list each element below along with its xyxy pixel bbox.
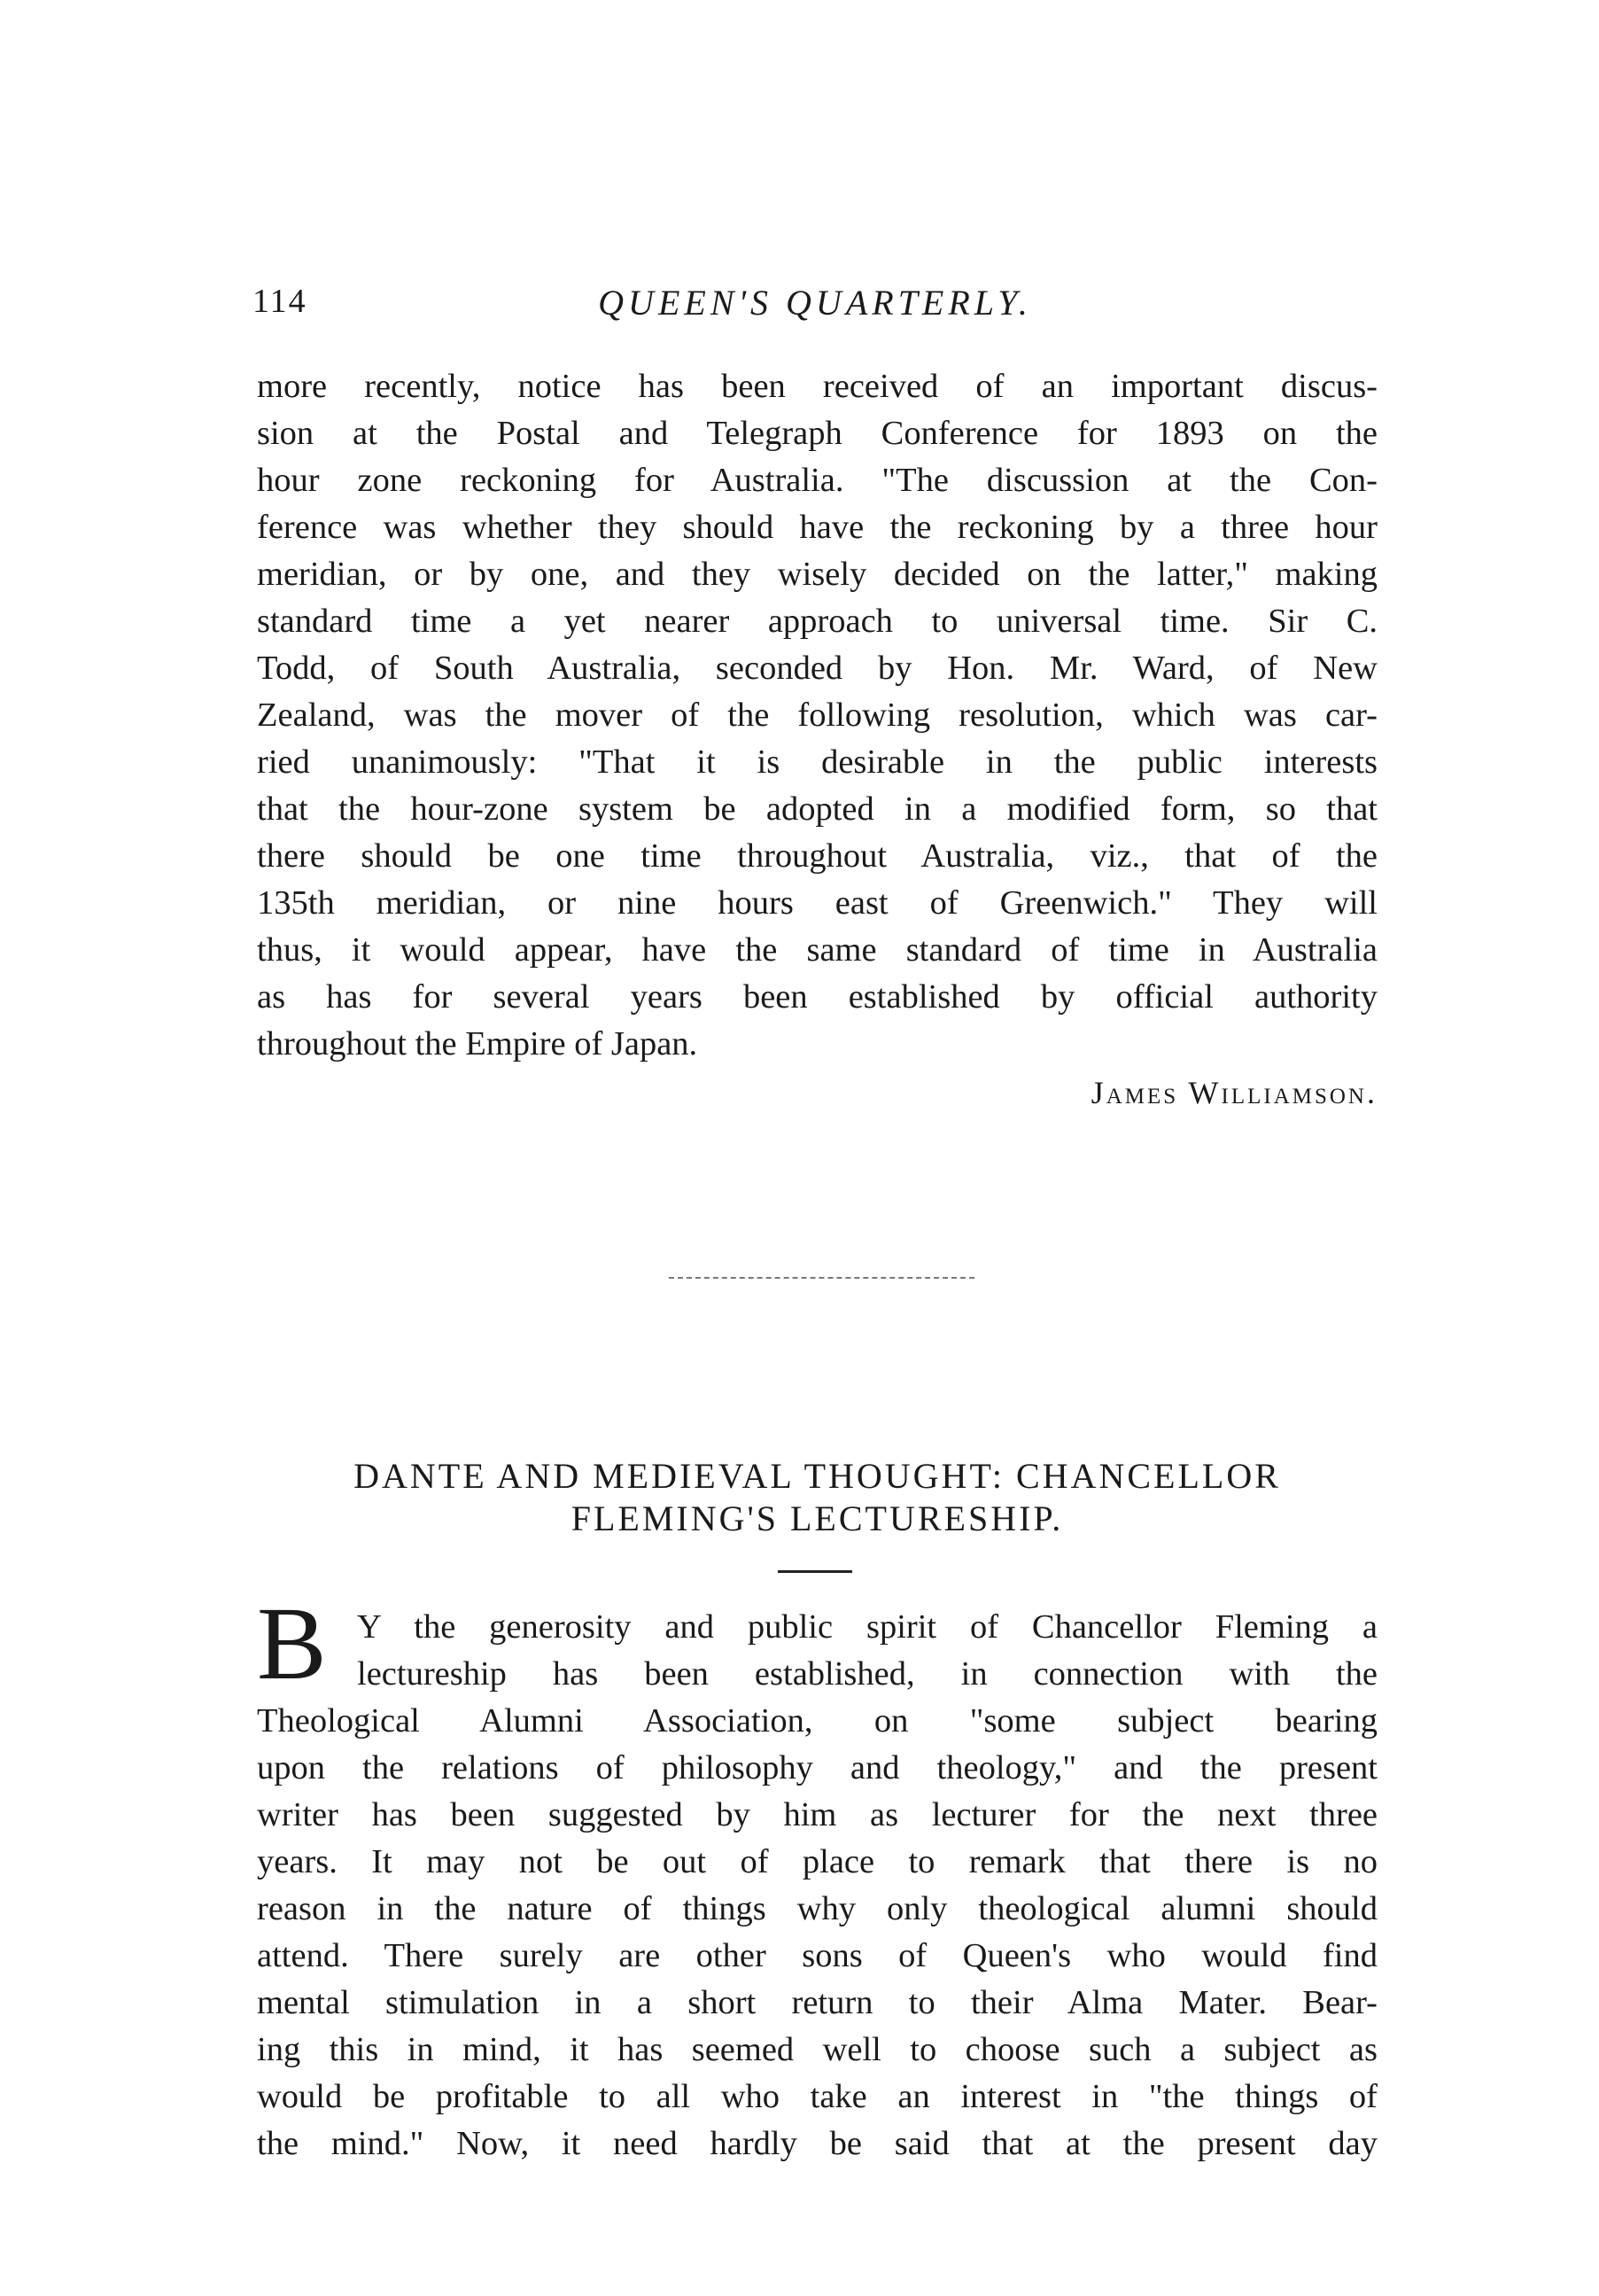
text-line: attend. There surely are other sons of Queen's who would find bbox=[257, 1937, 1378, 1974]
section-divider bbox=[669, 1277, 974, 1279]
article-title-line: FLEMING'S LECTURESHIP. bbox=[571, 1498, 1064, 1538]
text-line: Todd, of South Australia, seconded by Hon. Mr. Ward, of New bbox=[257, 650, 1378, 687]
text-line: standard time a yet nearer approach to universal time. Sir C. bbox=[257, 603, 1378, 640]
running-head bbox=[252, 282, 1378, 335]
text-line: ried unanimously: "That it is desirable in the public interests bbox=[257, 743, 1378, 781]
journal-title: QUEEN'S QUARTERLY. bbox=[598, 283, 1032, 323]
text-line: 135th meridian, or nine hours east of Greenwich." They will bbox=[257, 884, 1378, 922]
title-rule bbox=[778, 1570, 852, 1573]
text-line: Y the generosity and public spirit of Chancellor Fleming a bbox=[357, 1608, 1378, 1646]
text-line: sion at the Postal and Telegraph Conference for 1893 on the bbox=[257, 415, 1378, 452]
text-line: meridian, or by one, and they wisely decided on the latter," making bbox=[257, 556, 1378, 593]
text-line: there should be one time throughout Australia, viz., that of the bbox=[257, 837, 1378, 875]
article-one-body bbox=[257, 363, 1378, 1068]
text-line: throughout the Empire of Japan. bbox=[257, 1025, 698, 1062]
text-line: years. It may not be out of place to remark that there is no bbox=[257, 1843, 1378, 1880]
text-line: Zealand, was the mover of the following resolution, which was car- bbox=[257, 697, 1378, 734]
text-line: the mind." Now, it need hardly be said that at the present day bbox=[257, 2125, 1378, 2162]
author-signature: James Williamson. bbox=[1091, 1075, 1378, 1110]
text-line: Theological Alumni Association, on "some subject bearing bbox=[257, 1702, 1378, 1740]
page-number: 114 bbox=[252, 283, 307, 320]
text-line: thus, it would appear, have the same standard of time in Australia bbox=[257, 931, 1378, 969]
text-line: that the hour-zone system be adopted in a modified form, so that bbox=[257, 790, 1378, 828]
text-line: as has for several years been established by official authority bbox=[257, 978, 1378, 1016]
article-two-body bbox=[257, 1604, 1378, 2168]
text-line: ing this in mind, it has seemed well to choose such a subject as bbox=[257, 2031, 1378, 2068]
text-line: lectureship has been established, in connection with the bbox=[357, 1655, 1378, 1693]
drop-cap: B bbox=[257, 1585, 327, 1701]
text-line: mental stimulation in a short return to their Alma Mater. Bear- bbox=[257, 1984, 1378, 2021]
text-line: ference was whether they should have the reckoning by a three hour bbox=[257, 509, 1378, 546]
text-line: reason in the nature of things why only theological alumni should bbox=[257, 1890, 1378, 1927]
text-line: hour zone reckoning for Australia. "The discussion at the Con- bbox=[257, 462, 1378, 499]
article-title-line: DANTE AND MEDIEVAL THOUGHT: CHANCELLOR bbox=[353, 1456, 1281, 1496]
article-title bbox=[257, 1455, 1378, 1540]
text-line: would be profitable to all who take an interest in "the things of bbox=[257, 2078, 1378, 2115]
text-line: writer has been suggested by him as lecturer for the next three bbox=[257, 1796, 1378, 1833]
text-line: more recently, notice has been received of an important discus- bbox=[257, 368, 1378, 405]
text-line: upon the relations of philosophy and theology," and the present bbox=[257, 1749, 1378, 1786]
